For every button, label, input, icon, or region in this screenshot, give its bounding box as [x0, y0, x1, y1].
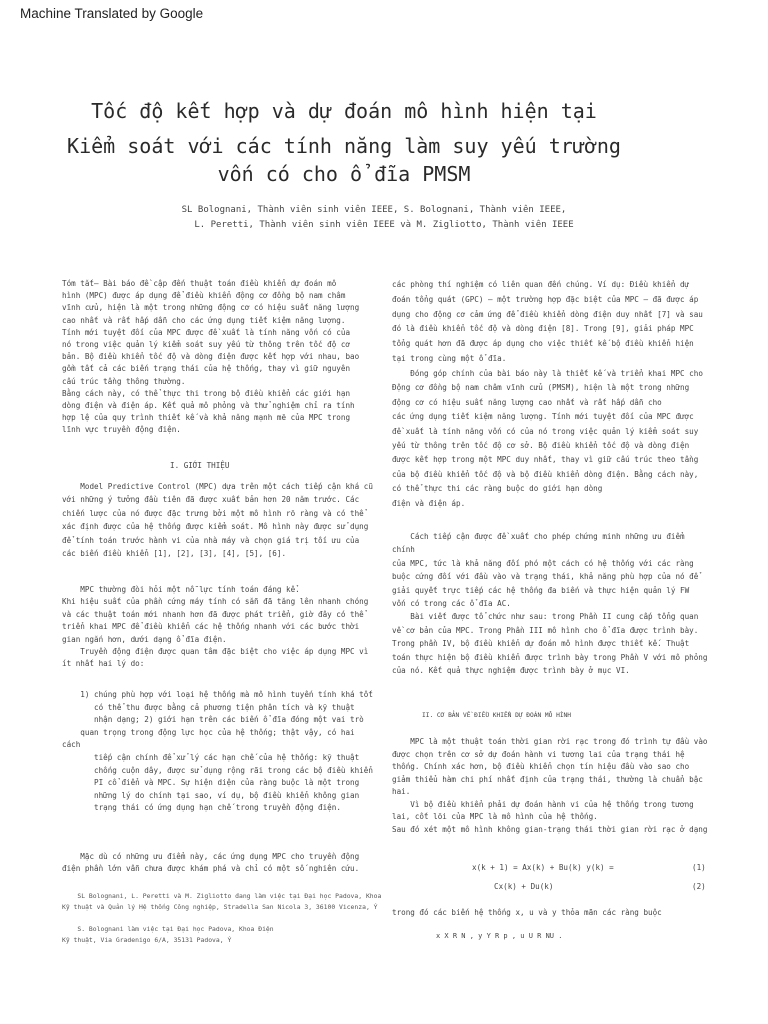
paper-title-line-3: vốn có cho ổ đĩa PMSM — [217, 162, 471, 186]
intro-paragraph-1: Model Predictive Control (MPC) dựa trên một cách tiếp cận khá cũ với những ý tưởng đầu tiên đã được xuất bản hơn 20 năm trước. Các chiến lược của nó được đặc trưng bởi một mô hình rõ ràng và có thể xác định được của hệ thống được kiểm soát. Mô hình này được sử dụng để tính toán trước hành vi của nhà máy và chọn giá trị tối ưu của các biến điều khiển [1], [2], [3], [4], [5], [6]. — [62, 482, 373, 559]
equation-2-number: (2) — [692, 882, 706, 891]
intro-paragraph-3: 1) chúng phù hợp với loại hệ thống mà mô hình tuyến tính khá tốt có thể thu được bằng cả phương tiện phân tích và kỹ thuật nhận dạng; 2) giới hạn trên các biến ổ đĩa đóng một vai trò quan trọng trong động lực học của hệ thống; thật vậy, có hai cách tiếp cận chính để xử lý các hạn chế của hệ thống: kỹ thuật chống cuộn dây, được sử dụng rộng rãi trong các bộ điều khiển PI cổ điển và MPC. Sự hiện diện của ràng buộc là một trong những lý do chính tại sao, ví dụ, bộ điều khiển không gian trạng thái có ứng dụng hạn chế trong truyền động điện. — [62, 690, 373, 813]
footnote-1: SL Bolognani, L. Peretti và M. Zigliotto đang làm việc tại Đại học Padova, Khoa Kỹ thuật và Quản lý Hệ thống Công nghiệp, Stradella San Nicola 3, 36100 Vicenza, Ý — [62, 892, 382, 911]
section-2-heading: II. CƠ BẢN VỀ ĐIỀU KHIỂN DỰ ĐOÁN MÔ HÌNH — [422, 712, 572, 719]
section-1-heading: I. GIỚI THIỆU — [170, 461, 230, 470]
equation-2: Cx(k) + Du(k) — [494, 882, 554, 891]
right-paragraph-4: MPC là một thuật toán thời gian rời rạc trong đó trình tự đầu vào được chọn trên cơ sở dự đoán hành vi tương lai của trạng thái hệ thống. Chính xác hơn, bộ điều khiển chọn tín hiệu đầu vào sao cho giảm thiểu hàm chi phí nhất định của trạng thái, thường là chuẩn bậc hai. Vì bộ điều khiển phải dự đoán hành vi của hệ thống trong tương lai, cốt lõi của MPC là mô hình của hệ thống. Sau đó xét một mô hình không gian-trạng thái thời gian rời rạc ở dạng — [392, 737, 708, 834]
authors-line-1: SL Bolognani, Thành viên sinh viên IEEE, S. Bolognani, Thành viên IEEE, — [181, 205, 567, 215]
equation-1: x(k + 1) = Ax(k) + Bu(k) y(k) = — [472, 863, 614, 872]
machine-translated-banner: Machine Translated by Google — [20, 6, 204, 21]
abstract: Tóm tắt— Bài báo đề cập đến thuật toán điều khiển dự đoán mô hình (MPC) được áp dụng để điều khiển động cơ đồng bộ nam châm vĩnh cửu, hiện là một trong những động cơ có hiệu suất năng lượng cao nhất và rất hấp dẫn cho các ứng dụng tiết kiệm năng lượng. Tính mới tuyệt đối của MPC được đề xuất là tính năng vốn có của nó trong việc quản lý kiểm soát suy yếu từ thông trên tốc độ cơ bản. Bộ điều khiển tốc độ và dòng điện được kết hợp với nhau, bao gồm tất cả các biến trạng thái của hệ thống, thay vì giữ nguyên cấu trúc tầng thông thường. Bằng cách này, có thể thực thi trong bộ điều khiển các giới hạn dòng điện và điện áp. Kết quả mô phỏng và thử nghiệm chỉ ra tính hợp lệ của quy trình thiết kế và khả năng mạnh mẽ của MPC trong lĩnh vực truyền động điện. — [62, 279, 360, 435]
right-paragraph-2: Đóng góp chính của bài báo này là thiết kế và triển khai MPC cho Động cơ đồng bộ nam châm vĩnh cửu (PMSM), hiện là một trong những động cơ có hiệu suất năng lượng cao nhất và rất hấp dẫn cho các ứng dụng tiết kiệm năng lượng. Tính mới tuyệt đối của MPC được đề xuất là tính năng vốn có của nó trong việc quản lý kiểm soát suy yếu từ thông trên tốc độ cơ sở. Bộ điều khiển tốc độ và dòng điện được kết hợp trong một MPC duy nhất, thay vì giữ cấu trúc theo tầng của bộ điều khiển tốc độ và bộ điều khiển dòng điện. Bằng cách này, có thể thực thi các ràng buộc do giới hạn dòng điện và điện áp. — [392, 369, 703, 508]
paper-title-line-2: Kiểm soát với các tính năng làm suy yếu trường — [67, 134, 621, 158]
equation-1-number: (1) — [692, 863, 706, 872]
intro-paragraph-4: Mặc dù có những ưu điểm này, các ứng dụng MPC cho truyền động điện phần lớn vẫn chưa được khám phá và chỉ có một số nghiên cứu. — [62, 852, 360, 874]
constraint-formula: x X R N , y Y R p , u U R NU . — [436, 932, 563, 940]
right-paragraph-3: Cách tiếp cận được đề xuất cho phép chứng minh những ưu điểm chính của MPC, tức là khả năng đối phó một cách có hệ thống với các ràng buộc cứng đối với đầu vào và trạng thái, khả năng phù hợp của nó để giải quyết trực tiếp các hệ thống đa biến và thực hiện quản lý FW vốn có trong các ổ đĩa AC. Bài viết được tổ chức như sau: trong Phần II cung cấp tổng quan về cơ bản của MPC. Trong Phần III mô hình cho ổ đĩa được trình bày. Trong phần IV, bộ điều khiển dự đoán mô hình được thiết kế. Thuật toán thực hiện bộ điều khiển được trình bày trong Phần V với mô phỏng của nó. Kết quả thực nghiệm được trình bày ở mục VI. — [392, 532, 708, 676]
right-paragraph-5: trong đó các biến hệ thống x, u và y thỏa mãn các ràng buộc — [392, 908, 662, 917]
intro-paragraph-2: MPC thường đòi hỏi một nỗ lực tính toán đáng kể. Khi hiệu suất của phần cứng máy tính có sẵn đã tăng lên nhanh chóng và các thuật toán mới nhanh hơn đã được phát triển, giờ đây có thể triển khai MPC để điều khiển các hệ thống nhanh với các bước thời gian ngắn hơn, dưới dạng ổ đĩa điện. Truyền động điện được quan tâm đặc biệt cho việc áp dụng MPC vì ít nhất hai lý do: — [62, 585, 369, 669]
footnote-2: S. Bolognani làm việc tại Đại học Padova, Khoa Điện Kỹ thuật, Via Gradenigo 6/A, 35131 Padova, Ý — [62, 925, 274, 944]
authors-line-2: L. Peretti, Thành viên sinh viên IEEE và M. Zigliotto, Thành viên IEEE — [194, 220, 574, 230]
paper-title-line-1: Tốc độ kết hợp và dự đoán mô hình hiện tại — [91, 99, 597, 123]
right-paragraph-1: các phòng thí nghiệm có liên quan đến chúng. Ví dụ: Điều khiển dự đoán tổng quát (GPC) – một trường hợp đặc biệt của MPC – đã được áp dụng cho động cơ cảm ứng để điều khiển dòng điện duy nhất [7] và sau đó là điều khiển tốc độ và dòng điện [8]. Trong [9], giải pháp MPC tổng quát hơn đã được áp dụng cho việc thiết kế bộ điều khiển hiện tại trong cùng một ổ đĩa. — [392, 280, 703, 363]
